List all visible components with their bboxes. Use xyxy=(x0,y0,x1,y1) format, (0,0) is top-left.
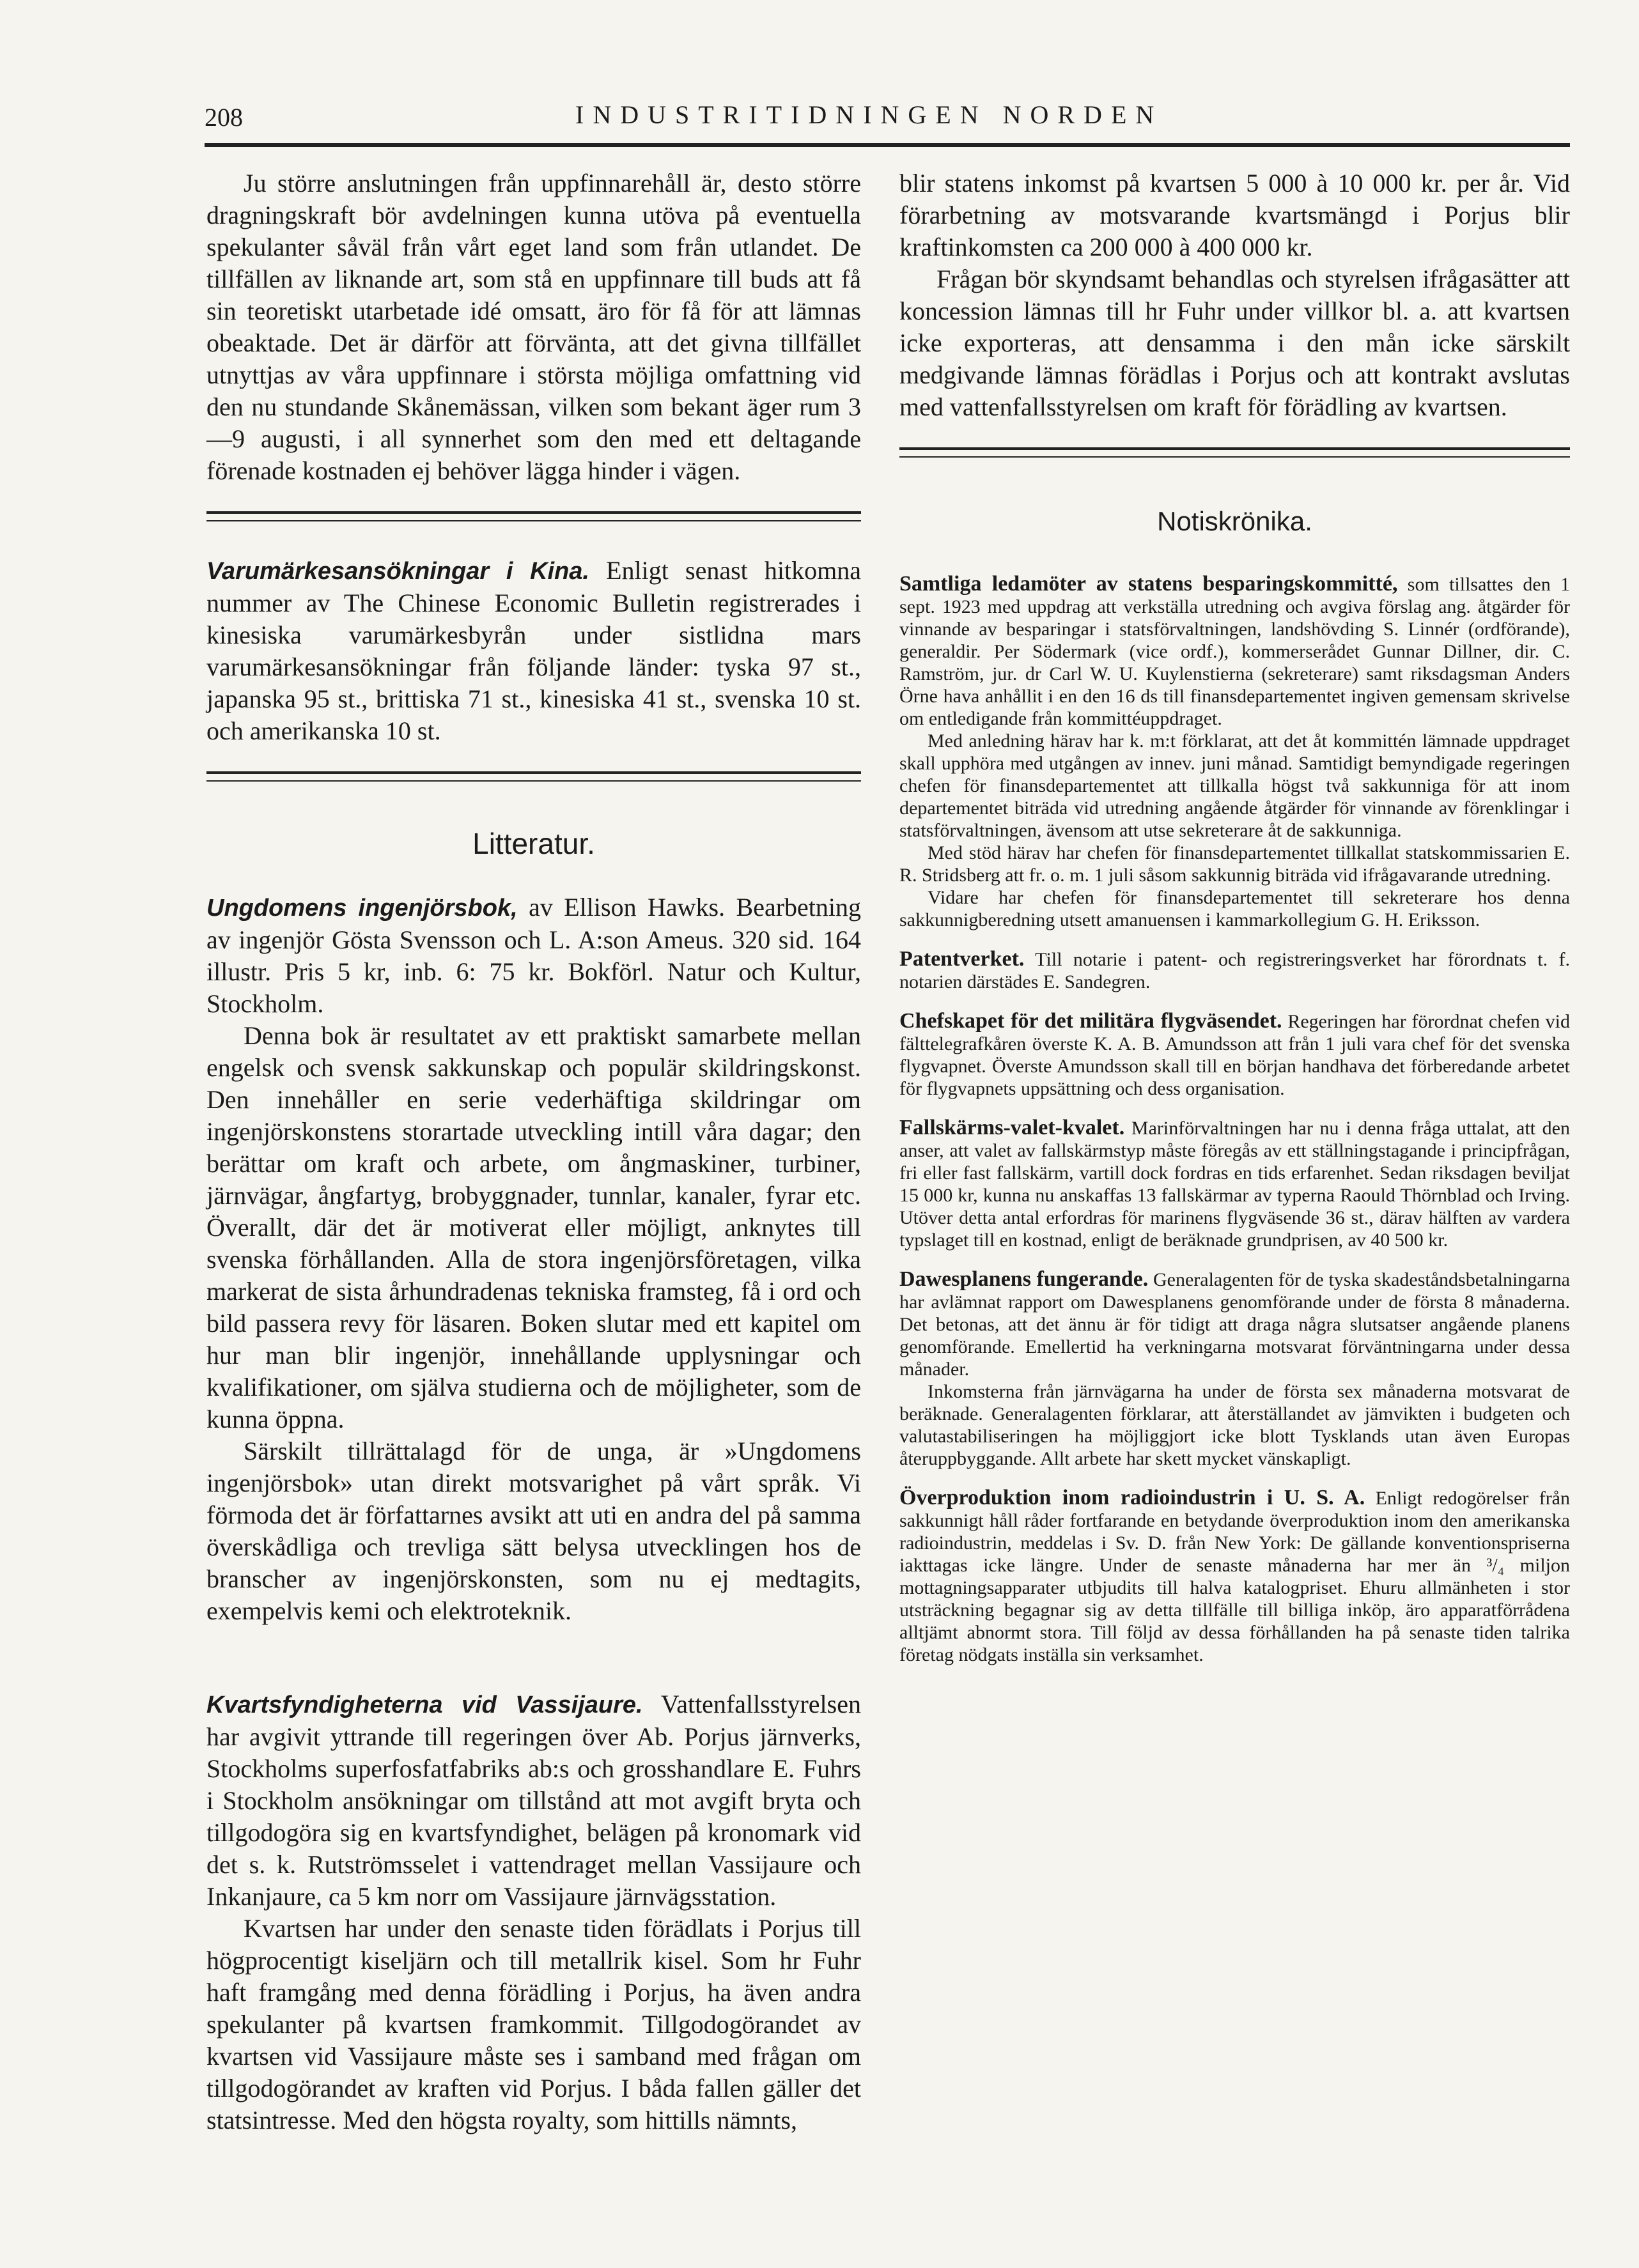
news-text: Inkomsterna från järnvägarna ha under de första sex månaderna motsvarat de beräknade. Generalagenten förklarar, att återställandet av jämvikten i budgeten och valutastabiliseringen ha möjliggjort icke blott Tysklands utan även Europas återuppbyggande. Allt arbete har skett mycket vänskapligt. xyxy=(899,1381,1570,1469)
news-heading: Överproduktion inom radioindustrin i U. S. A. xyxy=(899,1486,1365,1509)
left-column xyxy=(206,167,861,2136)
journal-title: INDUSTRITIDNINGEN NORDEN xyxy=(575,100,1163,129)
book-entry xyxy=(206,891,861,1020)
news-item xyxy=(899,1268,1570,1470)
page-header xyxy=(205,95,1570,147)
book-details: av Ellison Hawks. Bearbetning av ingenjör Gösta Svensson och L. A:son Ameus. 320 sid. 164 illustr. Pris 5 kr, inb. 6: 75 kr. Bokförl. Natur och Kultur, Stockholm. xyxy=(206,893,862,1018)
news-item xyxy=(899,948,1570,993)
book-title: Ungdomens ingenjörsbok, xyxy=(206,895,518,922)
news-text: Till notarie i patent- och registreringsverket har förordnats t. f. notarien därstädes E. Sandegren. xyxy=(899,949,1570,992)
kina-article xyxy=(206,555,861,747)
spacer xyxy=(899,1470,1570,1486)
spacer xyxy=(899,931,1570,948)
news-item xyxy=(899,1486,1570,1666)
notiskronika-title: Notiskrönika. xyxy=(1157,506,1312,536)
news-text: Med stöd härav har chefen för finansdepartementet tillkallat statskommissarien E. R. Stridsberg att fr. o. m. 1 juli såsom sakkunnig biträda vid ifrågavarande utredning. xyxy=(899,842,1570,886)
spacer xyxy=(899,993,1570,1010)
news-item xyxy=(899,1010,1570,1100)
news-text: som tillsattes den 1 sept. 1923 med uppdrag att verkställa utredning och avgiva förslag ang. åtgärder för vinnande av besparingar i statsförvaltningen, landshövding S. Linnér (ordförande), generaldir. Per Södermark (vice ordf.), kommerserådet Gunnar Dillner, dir. C. Ramström, jur. dr Carl W. U. Kuylenstierna (sekreterare) samt riksdagsman Anders Örne hava anhållit i en den 16 ds till finansdepartementet ingiven gemensam skrivelse om entledigande från kommittéuppdraget. xyxy=(899,574,1570,729)
spacer xyxy=(899,1251,1570,1268)
intro-paragraph: Ju större anslutningen från uppfinnarehåll är, desto större dragningskraft bör avdelningen kunna utöva på eventuella spekulanter såväl från vårt eget land som från utlandet. De tillfällen av liknande art, som stå en uppfinnare till buds att få sin teoretiskt utarbetade idé omsatt, äro för få för att lämnas obeaktade. Det är därför att förvänta, att det givna tillfället utnyttjas av våra uppfinnare i största möjliga omfattning vid den nu stundande Skånemässan, vilken som bekant äger rum 3—9 augusti, i all synnerhet som den med ett deltagande förenade kostnaden ej behöver lägga hinder i vägen. xyxy=(206,169,861,485)
news-text: Generalagenten för de tyska skadeståndsbetalningarna har avlämnat rapport om Dawesplanens genomförande under de första 8 månaderna. Det betonas, att det ännu är för tidigt att draga några slutsatser angående planens genomförande. Emellertid ha verkningarna motsvarat förväntningarna under dessa månader. xyxy=(899,1269,1570,1380)
kina-text: Enligt senast hitkomna nummer av The Chinese Economic Bulletin registrerades i kinesiska varumärkesbyrån under sistlidna mars varumärkesansökningar från följande länder: tyska 97 st., japanska 95 st., brittiska 71 st., kinesiska 41 st., svenska 10 st. och amerikanska 10 st. xyxy=(206,556,861,745)
kvarts-continuation: blir statens inkomst på kvartsen 5 000 à 10 000 kr. per år. Vid förarbetning av motsvarande kvartsmängd i Porjus blir kraftinkomsten ca 200 000 à 400 000 kr. xyxy=(899,169,1570,261)
kvarts-article xyxy=(206,1688,861,1913)
news-heading: Patentverket. xyxy=(899,947,1025,971)
news-text: Enligt redogörelser från sakkunnigt håll råder fortfarande en betydande överproduktion inom den amerikanska radioindustrin, meddelas i Sv. D. från New York: De gällande konventionspriserna iakttagas icke längre. Under de senaste månaderna har mer än ³/₄ miljon mottagningsapparater utbjudits till halva katalogpriset. Ehuru allmänheten i stor utsträckning begagnar sig av detta tillfälle till billiga inköp, äro apparatförrådena alltjämt abnormt stora. Till följd av dessa förhållanden ha på senaste tiden talrika företag nödgats inställa sin verksamhet. xyxy=(899,1488,1570,1665)
kvarts-paragraph: Kvartsen har under den senaste tiden förädlats i Porjus till högprocentigt kiseljärn och till metallrik kisel. Som hr Fuhr haft framgång med denna förädling i Porjus, ha även andra spekulanter på kvartsen framkommit. Tillgodogörandet av kvartsen vid Vassijaure måste ses i samband med frågan om tillgodogörandet av kraften vid Porjus. I båda fallen gäller det statsintresse. Med den högsta royalty, som hittills nämnts, xyxy=(206,1914,861,2134)
double-rule xyxy=(206,771,861,782)
news-item xyxy=(899,1116,1570,1251)
right-column xyxy=(899,167,1570,1666)
news-heading: Fallskärms-valet-kvalet. xyxy=(899,1116,1125,1139)
kvarts-text: Vattenfallsstyrelsen har avgivit yttrande till regeringen över Ab. Porjus järnverks, Stockholms superfosfatfabriks ab:s och grosshandlare E. Fuhrs i Stockholm ansökningar om tillstånd att mot avgift bryta och tillgodogöra sig en kvartsfyndighet, belägen på kronomark vid det s. k. Rutströmsselet i vattendraget mellan Vassijaure och Inkanjaure, ca 5 km norr om Vassijaure järnvägsstation. xyxy=(206,1690,861,1911)
news-heading: Chefskapet för det militära flygväsendet. xyxy=(899,1009,1282,1033)
news-text: Vidare har chefen för finansdepartementet till sekreterare hos denna sakkunnigberedning utsett amanuensen i kammarkollegium G. H. Eriksson. xyxy=(899,887,1570,930)
news-text: Med anledning härav har k. m:t förklarat, att det åt kommittén lämnade uppdraget skall upphöra med utgången av innev. juni månad. Samtidigt bemyndigade regeringen chefen för finansdepartementet att tillkalla högst två sakkunniga för att inom departementet biträda vid utredning angående åtgärder för vinnande av förenklingar i statsförvaltningen, ävensom att utse sekreterare åt de sakkunniga. xyxy=(899,730,1570,841)
spacer xyxy=(899,1100,1570,1116)
page-number: 208 xyxy=(205,103,243,132)
double-rule xyxy=(206,511,861,521)
news-text: Regeringen har förordnat chefen vid fälttelegrafkåren överste K. A. B. Amundsson att från 1 juli vara chef för det svenska flygvapnet. Överste Amundsson skall till en början handhava det förberedande arbetet för flygvapnets uppsättning och dess organisation. xyxy=(899,1011,1571,1099)
kvarts-heading: Kvartsfyndigheterna vid Vassijaure. xyxy=(206,1692,643,1718)
spacer xyxy=(206,1627,861,1688)
news-item xyxy=(899,573,1570,931)
book-review-paragraph: Särskilt tillrättalagd för de unga, är »Ungdomens ingenjörsbok» utan direkt motsvarighet på vårt språk. Vi förmoda det är författarnes avsikt att uti en andra del på samma överskådliga och trevliga sätt belysa utvecklingen hos de branscher av ingenjörskonsten, som nu ej medtagits, exempelvis kemi och elektroteknik. xyxy=(206,1437,861,1625)
news-heading: Dawesplanens fungerande. xyxy=(899,1267,1149,1291)
kvarts-continuation: Frågan bör skyndsamt behandlas och styrelsen ifrågasätter att koncession lämnas till hr Fuhr under villkor bl. a. att kvartsen icke exporteras, att densamma i den mån icke särskilt medgivande lämnas förädlas i Porjus och att kontrakt avslutas med vattenfallsstyrelsen om kraft för förädling av kvartsen. xyxy=(899,265,1570,421)
book-review-paragraph: Denna bok är resultatet av ett praktiskt samarbete mellan engelsk och svensk sakkunskap och populär skildringskonst. Den innehåller en serie vederhäftiga skildringar om ingenjörskonstens storartade utveckling intill våra dagar; den berättar om kraft och arbete, om ångmaskiner, turbiner, järnvägar, ångfartyg, brobyggnader, tunnlar, kanaler, fyrar etc. Överallt, där det är motiverat eller möjligt, anknytes till svenska förhållanden. Alla de stora ingenjörsföretagen, vilka markerat de sista århundradenas tekniska framsteg, få i ord och bild passera revy för läsaren. Boken slutar med ett kapitel om hur man blir ingenjör, innehållande upplysningar och kvalifikationer, om själva studierna och de möjligheter, som de kunna öppna. xyxy=(206,1021,861,1433)
litteratur-title: Litteratur. xyxy=(472,827,595,860)
news-text: Marinförvaltningen har nu i denna fråga uttalat, att den anser, att valet av fallskärmstyp måste föregås av ett ställningstagande i principfrågan, fri eller fast fallskärm, vartill dock fordras en tids erfarenhet. Sedan riksdagen beviljat 15 000 kr, kunna nu anskaffas 13 fallskärmar av typerna Raould Thörnblad och Irving. Utöver detta antal erfordras för marinens flygväsende 36 st., därav hälften av vardera typslaget till en kostnad, enligt de beräknade grundprisen, av 40 500 kr. xyxy=(899,1118,1570,1251)
kina-heading: Varumärkesansökningar i Kina. xyxy=(206,558,589,585)
double-rule xyxy=(899,447,1570,458)
news-heading: Samtliga ledamöter av statens besparingskommitté, xyxy=(899,572,1398,596)
